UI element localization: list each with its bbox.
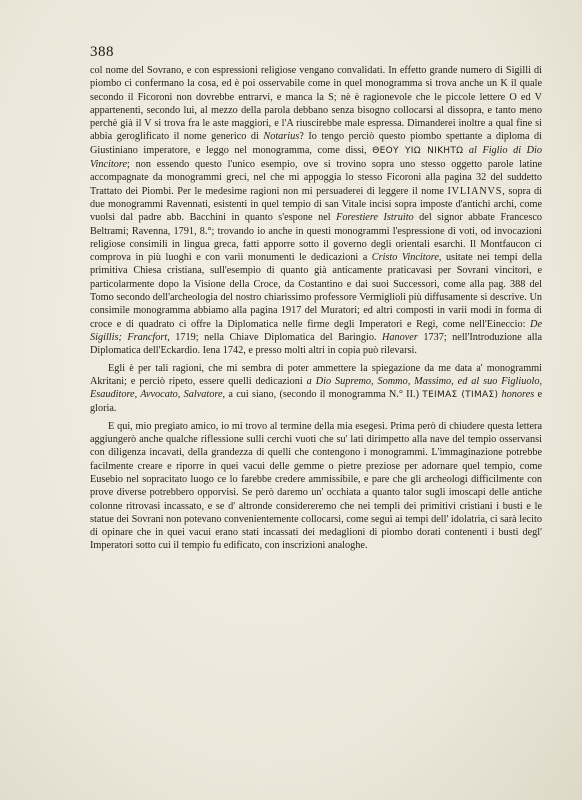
- text-run: e gloria.: [90, 389, 543, 415]
- italic-phrase: Notarius: [263, 131, 300, 143]
- paragraph-monograms-argument: [90, 64, 542, 358]
- paragraph-empty-circles-reflection: [90, 420, 542, 553]
- italic-phrase: Cristo Vincitore: [371, 252, 439, 264]
- text-run: , usitate nei tempi della primitiva Chiesa cristiana, sull'esempio di quanto già anticamente praticavasi per Sovrani vincitori, e particolarmente dopo la Visione della Croce, da Costantino e dai suoi Successori, come alla pag. 388 del Tomo secondo dell'archeologia del nostro chiarissimo professore Vermiglioli più diffusamente si descrive. Un consimile monogramma abbiamo alla pagina 1917 del Muratori; ed altri composti in varii modi in forma di croce e di quadrato ci offre la Diplomatica nelle firme degli Imperatori e Regi, come nell'Eineccio:: [90, 252, 543, 330]
- greek-inscription: ΤΕΙΜΑΣ (ΤΙΜΑΣ): [422, 390, 499, 401]
- italic-phrase: honores: [501, 389, 535, 401]
- text-run: E qui, mio pregiato amico, io mi trovo al termine della mia esegesi. Prima però di chiudere questa lettera aggiungerò anche qualche riflessione sulli cerchi vuoti che su' lati dirimpetto alla nave del tempio osservansi con diligenza incavati, della grandezza di quelli che contengono i monogrammi. L'immaginazione potrebbe facilmente creare e riporre in quei vacui delle gemme o pietre preziose per adornare quel tempio, come Eusebio nel sopracitato luogo ce lo farebbe credere ammissibile, e pare che gli archeologi difficilmente con prove diverse potrebbero opporvisi. Se però daremo un' occhiata a quanto talor sugli imoscapi delle antiche colonne ritrovasi incassato, e se d' altronde considereremo che nei templi dei primitivi cristiani i busti e le statue dei Sovrani non potevano convenientemente collocarsi, come seguì ai tempi dell' idolatria, ci sarà lecito di opinare che in quei vacui erano stati incassati dei medaglioni di piombo dorati contenenti i busti degl' Imperatori sotto cui il tempio fu edificato, con inscrizioni analoghe.: [90, 420, 542, 552]
- text-run: , 1719; nella Chiave Diplomatica del Baringio.: [167, 331, 382, 343]
- text-run: del signor abbate Francesco Beltrami; Ravenna, 1791, 8.°; trovando io anche in questi monogrammi l'espressione di voti, od invocazioni religiose consimili in lingua greca, fatti apporre sotto il governo degli orientali esarchi. Il Montfaucon ci comprova in più luoghi e con varii monumenti le dedicazioni a: [90, 212, 542, 264]
- latin-inscription: IVLIANVS: [447, 185, 503, 197]
- italic-phrase: Hanover: [381, 331, 418, 343]
- italic-phrase: a Dio Supremo, Sommo, Massimo, ed al suo Figliuolo, Esauditore, Avvocato, Salvatore: [90, 375, 543, 401]
- text-run: 1737; nell'Introduzione alla Diplomatica dell'Eckardio. Iena 1742, e presso molti altri in copia può rilevarsi.: [90, 331, 542, 357]
- italic-phrase: Forestiere Istruito: [336, 212, 414, 224]
- text-run: Egli è per tali ragioni, che mi sembra di poter ammettere la spiegazione da me data a' monogrammi Akritani; e perciò ripeto, essere quelli dedicazioni: [90, 362, 542, 387]
- text-run: ; non essendo questo l'unico esempio, ove si trovino sopra uno stesso oggetto parole latine accompagnate da monogrammi greci, nel che mi appoggia lo stesso Ficoroni alla pagina 32 del suddetto Trattato dei Piombi. Per le medesime ragioni non mi persuaderei di leggere il nome: [90, 159, 542, 197]
- text-run: col nome del Sovrano, e con espressioni religiose vengano convalidati. In effetto grande numero di Sigilli di piombo ci confermano la cosa, ed è poi osservabile come in quel monogramma si trova anche un K il quale secondo il Ficoroni non dovrebbe entrarvi, e manca la S; nè è ragionevole che le piccole lettere O ed V appartenenti, secondo lui, al mezzo della parola debbano senza bisogno collocarsi al dissopra, e tanto meno perchè già il V si trova fra le aste maggiori, e l'A riuscirebbe male espressa. Dimanderei inoltre a qual fine si abbia geroglificato il nome generico di: [90, 65, 542, 143]
- italic-phrase: al Figlio di Dio Vincitore: [90, 144, 542, 171]
- text-run: , sopra di due monogrammi Ravennati, esistenti in quel tempio di san Vitale incisi sopra imposte d'antichi archi, come vuolsi dal padre abb. Bacchini in quanto s'espone nel: [90, 185, 542, 224]
- italic-phrase: De Sigillis; Francfort: [90, 318, 542, 343]
- paragraph-akritani-dedications: [90, 362, 542, 416]
- greek-inscription: ΘΕΟΥ ΥΙΩ ΝΙΚΗΤΩ: [372, 145, 464, 156]
- text-run: , a cui siano, (secondo il monogramma N.° II.): [222, 389, 423, 401]
- page-number: 388: [90, 44, 114, 60]
- text-run: ? Io tengo perciò questo piombo spettante a diploma di Giustiniano imperatore, e leggo nel monogramma, come dissi,: [90, 131, 542, 156]
- page-body: [90, 64, 542, 553]
